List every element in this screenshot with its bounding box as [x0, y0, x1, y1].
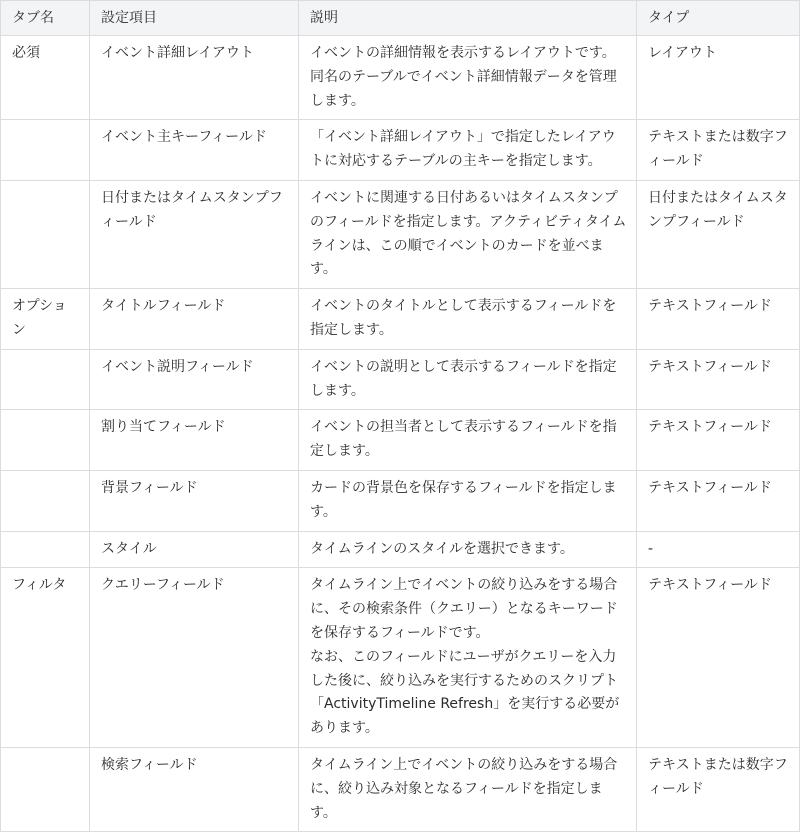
type-cell: テキストまたは数字フィールド [637, 747, 800, 831]
header-description: 説明 [299, 1, 637, 36]
description-cell [299, 120, 637, 181]
table-row [1, 180, 800, 288]
table-row [1, 747, 800, 831]
table-row [1, 568, 800, 748]
description-text: タイムライン上でイベントの絞り込みをする場合に、絞り込み対象となるフィールドを指定します。 [310, 756, 618, 821]
tab-name-cell [1, 747, 90, 831]
description-text: なお、このフィールドにユーザがクエリーを入力した後に、絞り込みを実行するためのスクリプト「ActivityTimeline Refresh」を実行する必要があります。 [310, 648, 620, 737]
setting-item-cell: 日付またはタイムスタンプフィールド [90, 180, 299, 288]
setting-item-cell: イベント主キーフィールド [90, 120, 299, 181]
table-row [1, 349, 800, 410]
description-cell [299, 531, 637, 568]
description-cell [299, 289, 637, 350]
description-cell [299, 470, 637, 531]
description-cell [299, 180, 637, 288]
header-tab-name: タブ名 [1, 1, 90, 36]
setting-item-cell: クエリーフィールド [90, 568, 299, 748]
description-cell [299, 410, 637, 471]
table-row [1, 120, 800, 181]
table-row [1, 410, 800, 471]
description-text: タイムライン上でイベントの絞り込みをする場合に、その検索条件（クエリー）となるキーワードを保存するフィールドです。 [310, 577, 618, 641]
type-cell: テキストフィールド [637, 470, 800, 531]
description-text: イベントの担当者として表示するフィールドを指定します。 [310, 419, 617, 460]
tab-name-cell [1, 470, 90, 531]
type-cell: テキストフィールド [637, 289, 800, 350]
header-row [1, 1, 800, 36]
setting-item-cell: イベント説明フィールド [90, 349, 299, 410]
setting-item-cell: タイトルフィールド [90, 289, 299, 350]
setting-item-cell: スタイル [90, 531, 299, 568]
type-cell: テキストフィールド [637, 568, 800, 748]
type-cell: テキストまたは数字フィールド [637, 120, 800, 181]
description-text: タイムラインのスタイルを選択できます。 [310, 540, 574, 557]
tab-name-cell [1, 531, 90, 568]
description-text: イベントに関連する日付あるいはタイムスタンプのフィールドを指定します。アクティビティタイムラインは、この順でイベントのカードを並べます。 [310, 189, 627, 278]
tab-name-cell: フィルタ [1, 568, 90, 748]
table-row [1, 531, 800, 568]
setting-item-cell: 検索フィールド [90, 747, 299, 831]
header-setting-item: 設定項目 [90, 1, 299, 36]
type-cell: テキストフィールド [637, 410, 800, 471]
table-row [1, 289, 800, 350]
description-text: イベントの説明として表示するフィールドを指定します。 [310, 358, 617, 399]
type-cell: - [637, 531, 800, 568]
description-text: 「イベント詳細レイアウト」で指定したレイアウトに対応するテーブルの主キーを指定します。 [310, 129, 616, 170]
type-cell: テキストフィールド [637, 349, 800, 410]
description-text: イベントのタイトルとして表示するフィールドを指定します。 [310, 298, 617, 338]
description-text: カードの背景色を保存するフィールドを指定します。 [310, 479, 617, 520]
description-text: イベントの詳細情報を表示するレイアウトです。同名のテーブルでイベント詳細情報データを管理します。 [310, 45, 617, 109]
tab-name-cell: 必須 [1, 36, 90, 120]
type-cell: 日付またはタイムスタンプフィールド [637, 180, 800, 288]
table-row [1, 470, 800, 531]
tab-name-cell: オプション [1, 289, 90, 350]
setting-item-cell: 割り当てフィールド [90, 410, 299, 471]
setting-item-cell: 背景フィールド [90, 470, 299, 531]
description-cell [299, 568, 637, 748]
description-cell [299, 747, 637, 831]
table-header [1, 1, 800, 36]
setting-item-cell: イベント詳細レイアウト [90, 36, 299, 120]
header-type: タイプ [637, 1, 800, 36]
tab-name-cell [1, 180, 90, 288]
type-cell: レイアウト [637, 36, 800, 120]
description-cell [299, 349, 637, 410]
tab-name-cell [1, 349, 90, 410]
tab-name-cell [1, 410, 90, 471]
tab-name-cell [1, 120, 90, 181]
description-cell [299, 36, 637, 120]
table-row [1, 36, 800, 120]
table-body [1, 36, 800, 832]
